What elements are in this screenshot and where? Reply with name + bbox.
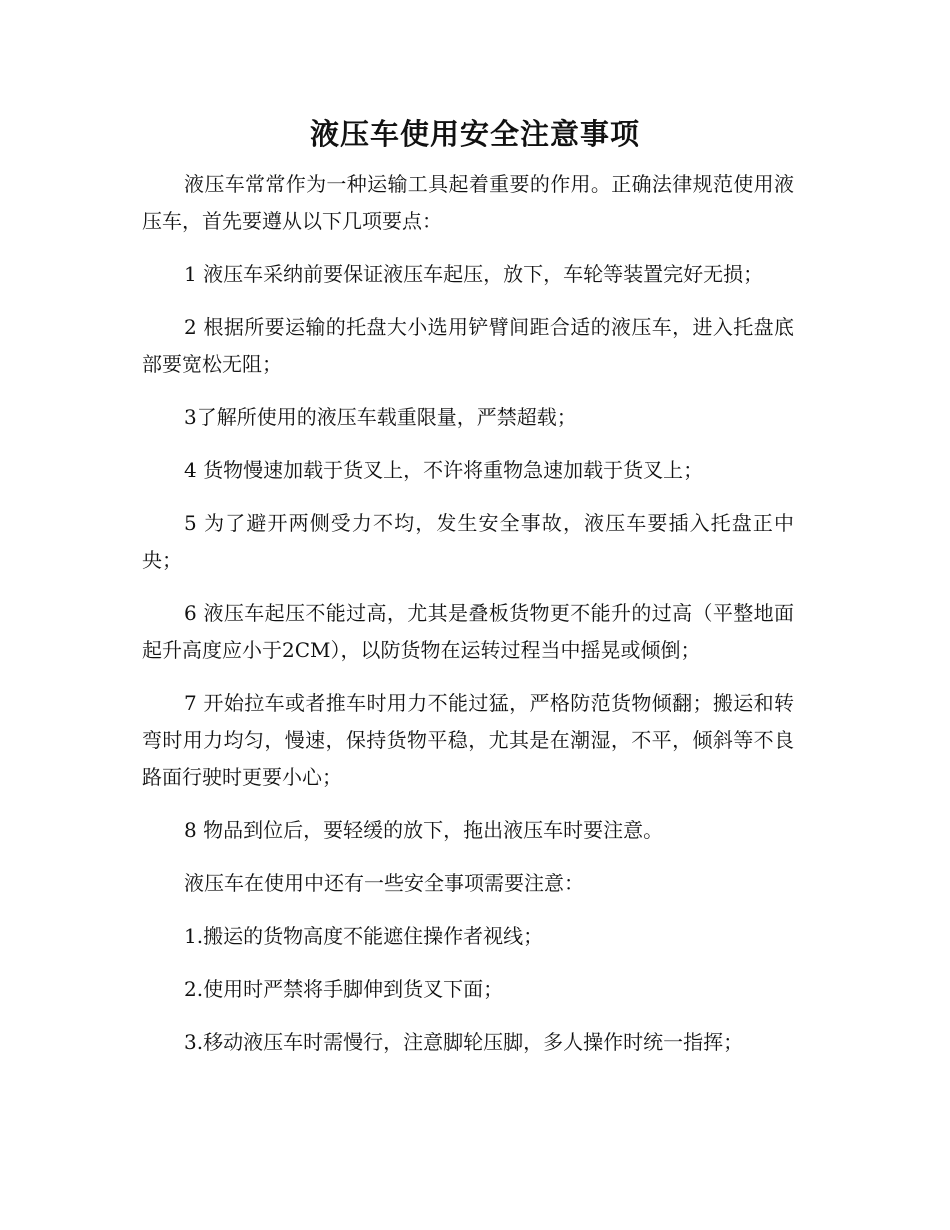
- rule-paragraph-1: 1 液压车采纳前要保证液压车起压，放下，车轮等装置完好无损；: [184, 262, 764, 286]
- safety-item-2: 2.使用时严禁将手脚伸到货叉下面；: [184, 977, 504, 1001]
- rule-paragraph-4: 4 货物慢速加载于货叉上，不许将重物急速加载于货叉上；: [184, 458, 704, 482]
- document-body: [142, 166, 794, 1077]
- document-title: 液压车使用安全注意事项: [309, 117, 640, 151]
- rule-paragraph-5: 5 为了避开两侧受力不均，发生安全事故，液压车要插入托盘正中央；: [142, 511, 794, 572]
- rule-paragraph-6: 6 液压车起压不能过高，尤其是叠板货物更不能升的过高（平整地面起升高度应小于2CM），以防货物在运转过程当中摇晃或倾倒；: [142, 601, 794, 662]
- safety-intro-paragraph: 液压车在使用中还有一些安全事项需要注意：: [184, 871, 584, 895]
- rule-paragraph-8: 8 物品到位后，要轻缓的放下，拖出液压车时要注意。: [184, 818, 664, 842]
- rule-paragraph-7: 7 开始拉车或者推车时用力不能过猛，严格防范货物倾翻；搬运和转弯时用力均匀，慢速，保持货物平稳，尤其是在潮湿，不平，倾斜等不良路面行驶时更要小心；: [142, 691, 794, 789]
- rule-paragraph-3: 3了解所使用的液压车载重限量，严禁超载；: [184, 405, 577, 429]
- rule-paragraph-2: 2 根据所要运输的托盘大小选用铲臂间距合适的液压车，进入托盘底部要宽松无阻；: [142, 315, 794, 376]
- intro-paragraph: 液压车常常作为一种运输工具起着重要的作用。正确法律规范使用液压车，首先要遵从以下几项要点：: [142, 172, 794, 233]
- safety-item-1: 1.搬运的货物高度不能遮住操作者视线；: [184, 924, 544, 948]
- safety-item-3: 3.移动液压车时需慢行，注意脚轮压脚，多人操作时统一指挥；: [184, 1030, 744, 1054]
